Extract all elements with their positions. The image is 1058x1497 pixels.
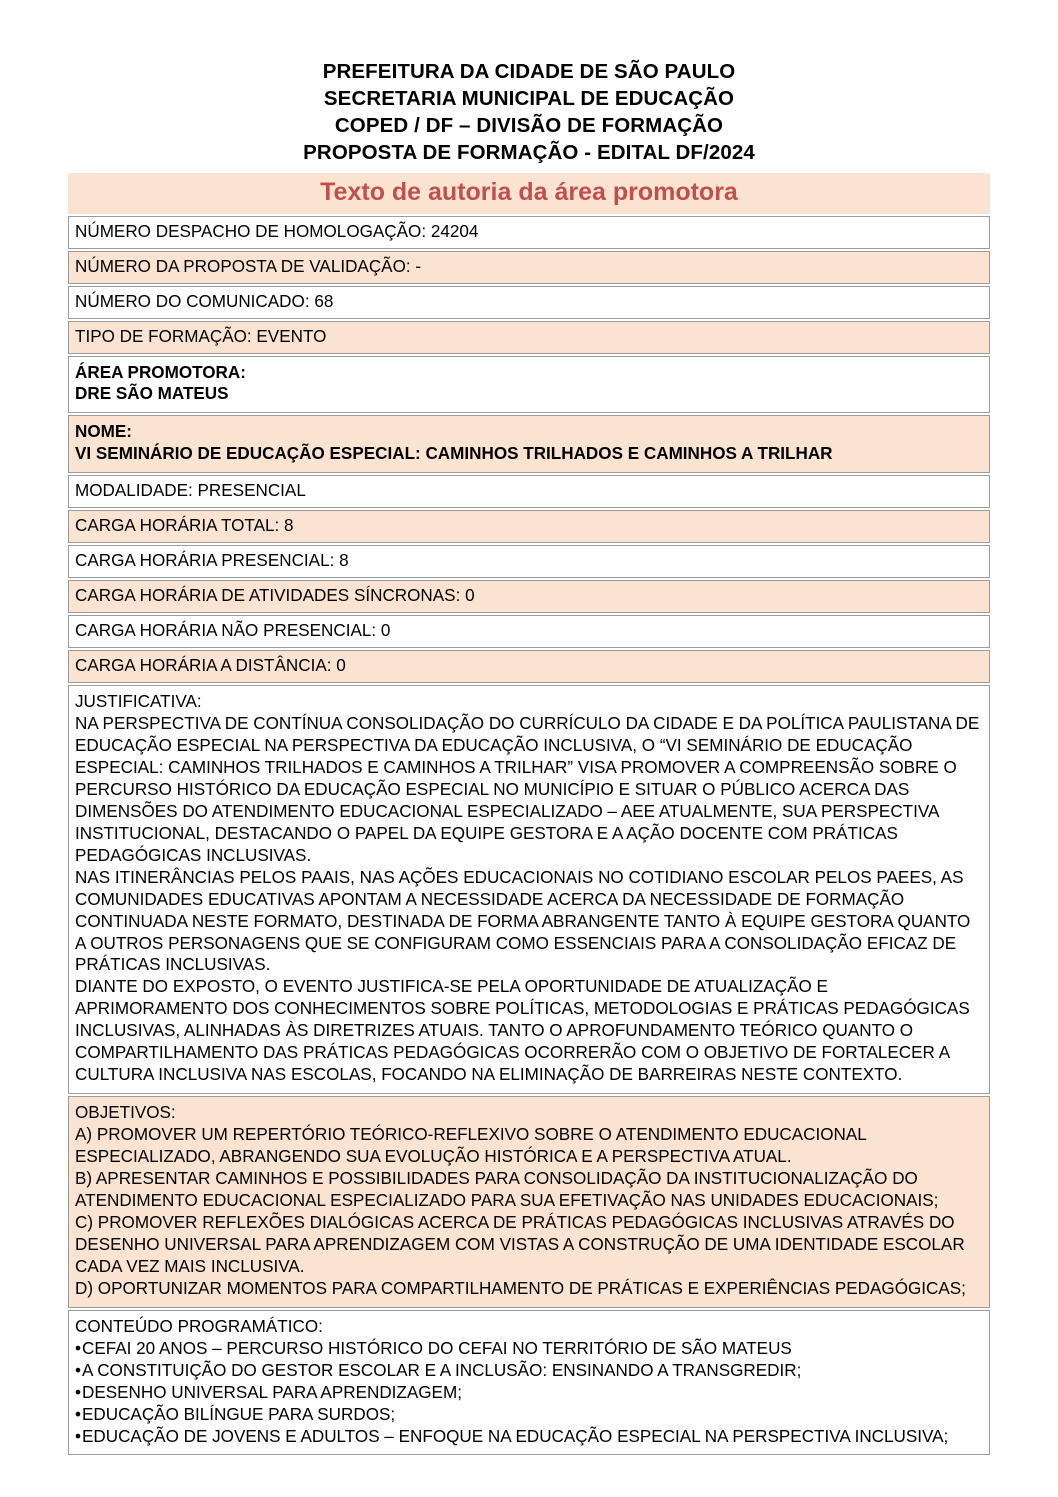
document-heading bbox=[0, 0, 1058, 166]
conteudo-programatico-item: • DESENHO UNIVERSAL PARA APRENDIZAGEM; bbox=[75, 1382, 983, 1404]
proposal-form-table bbox=[68, 214, 990, 1458]
conteudo-programatico-item: • EDUCAÇÃO DE JOVENS E ADULTOS – ENFOQUE NA EDUCAÇÃO ESPECIAL NA PERSPECTIVA INCLUSIVA; bbox=[75, 1426, 983, 1448]
form-cell-conteudo-programatico bbox=[68, 1310, 990, 1456]
form-row-carga-horaria-a-distancia bbox=[68, 650, 990, 683]
form-row-nome bbox=[68, 415, 990, 473]
heading-line-4: PROPOSTA DE FORMAÇÃO - EDITAL DF/2024 bbox=[303, 141, 755, 165]
form-row-numero-despacho-homologacao bbox=[68, 216, 990, 249]
form-text-line: D) OPORTUNIZAR MOMENTOS PARA COMPARTILHAMENTO DE PRÁTICAS E EXPERIÊNCIAS PEDAGÓGICAS; bbox=[75, 1278, 966, 1298]
heading-line-2: SECRETARIA MUNICIPAL DE EDUCAÇÃO bbox=[323, 87, 735, 111]
heading-line-1: PREFEITURA DA CIDADE DE SÃO PAULO bbox=[322, 60, 736, 83]
conteudo-programatico-item: • EDUCAÇÃO BILÍNGUE PARA SURDOS; bbox=[75, 1404, 983, 1426]
form-text-line: NA PERSPECTIVA DE CONTÍNUA CONSOLIDAÇÃO DO CURRÍCULO DA CIDADE E DA POLÍTICA PAULISTANA DE EDUCAÇÃO ESPECIAL NA PERSPECTIVA DA EDUCAÇÃO INCLUSIVA, O “VI SEMINÁRIO DE EDUCAÇÃO ESPECIAL: CAMINHOS TRILHADOS E CAMINHOS A TRILHAR” VISA PROMOVER A COMPREENSÃO SOBRE O PERCURSO HISTÓRICO DA EDUCAÇÃO ESPECIAL NO MUNICÍPIO E SITUAR O PÚBLICO ACERCA DAS DIMENSÕES DO ATENDIMENTO EDUCACIONAL ESPECIALIZADO – AEE ATUALMENTE, SUA PERSPECTIVA INSTITUCIONAL, DESTACANDO O PAPEL DA EQUIPE GESTORA E A AÇÃO DOCENTE COM PRÁTICAS PEDAGÓGICAS INCLUSIVAS. bbox=[75, 713, 980, 865]
form-cell-tipo-de-formacao bbox=[68, 321, 990, 354]
form-row-tipo-de-formacao bbox=[68, 321, 990, 354]
form-text-line: NÚMERO DESPACHO DE HOMOLOGAÇÃO: 24204 bbox=[75, 221, 479, 241]
form-row-objetivos bbox=[68, 1096, 990, 1308]
form-text-line: OBJETIVOS: bbox=[75, 1103, 176, 1123]
form-cell-modalidade bbox=[68, 475, 990, 508]
form-text-line: CARGA HORÁRIA NÃO PRESENCIAL: 0 bbox=[75, 621, 391, 641]
form-row-carga-horaria-total bbox=[68, 510, 990, 543]
form-cell-numero-comunicado bbox=[68, 286, 990, 319]
form-text-line: C) PROMOVER REFLEXÕES DIALÓGICAS ACERCA DE PRÁTICAS PEDAGÓGICAS INCLUSIVAS ATRAVÉS DO DESENHO UNIVERSAL PARA APRENDIZAGEM COM VISTAS A CONSTRUÇÃO DE UMA IDENTIDADE ESCOLAR CADA VEZ MAIS INCLUSIVA. bbox=[75, 1212, 965, 1276]
form-text-line: NÚMERO DA PROPOSTA DE VALIDAÇÃO: - bbox=[75, 256, 422, 276]
form-cell-carga-horaria-total bbox=[68, 510, 990, 543]
form-row-carga-horaria-nao-presencial bbox=[68, 615, 990, 648]
form-text-line: CARGA HORÁRIA PRESENCIAL: 8 bbox=[75, 551, 349, 571]
form-text-line: ÁREA PROMOTORA: bbox=[75, 362, 246, 382]
form-text-line: MODALIDADE: PRESENCIAL bbox=[75, 481, 306, 501]
form-text-line: TIPO DE FORMAÇÃO: EVENTO bbox=[75, 326, 327, 346]
form-table-body bbox=[68, 216, 990, 1456]
form-row-area-promotora bbox=[68, 356, 990, 414]
banner-title: Texto de autoria da área promotora bbox=[320, 178, 738, 207]
form-cell-justificativa bbox=[68, 685, 990, 1094]
form-cell-numero-proposta-validacao bbox=[68, 251, 990, 284]
form-text-line: B) APRESENTAR CAMINHOS E POSSIBILIDADES PARA CONSOLIDAÇÃO DA INSTITUCIONALIZAÇÃO DO ATENDIMENTO EDUCACIONAL ESPECIALIZADO PARA SUA EFETIVAÇÃO NAS UNIDADES EDUCACIONAIS; bbox=[75, 1169, 939, 1210]
form-cell-numero-despacho-homologacao bbox=[68, 216, 990, 249]
form-text-line: CARGA HORÁRIA A DISTÂNCIA: 0 bbox=[75, 656, 346, 676]
form-text-line: CARGA HORÁRIA DE ATIVIDADES SÍNCRONAS: 0 bbox=[75, 586, 475, 606]
form-text-line: VI SEMINÁRIO DE EDUCAÇÃO ESPECIAL: CAMINHOS TRILHADOS E CAMINHOS A TRILHAR bbox=[75, 444, 833, 464]
form-text-line: DIANTE DO EXPOSTO, O EVENTO JUSTIFICA-SE PELA OPORTUNIDADE DE ATUALIZAÇÃO E APRIMORAMENTO DOS CONHECIMENTOS SOBRE POLÍTICAS, METODOLOGIAS E PRÁTICAS PEDAGÓGICAS INCLUSIVAS, ALINHADAS ÀS DIRETRIZES ATUAIS. TANTO O APROFUNDAMENTO TEÓRICO QUANTO O COMPARTILHAMENTO DAS PRÁTICAS PEDAGÓGICAS OCORRERÃO COM O OBJETIVO DE FORTALECER A CULTURA INCLUSIVA NAS ESCOLAS, FOCANDO NA ELIMINAÇÃO DE BARREIRAS NESTE CONTEXTO. bbox=[75, 977, 970, 1085]
conteudo-programatico-item: • CEFAI 20 ANOS – PERCURSO HISTÓRICO DO CEFAI NO TERRITÓRIO DE SÃO MATEUS bbox=[75, 1338, 983, 1360]
form-text-line: CARGA HORÁRIA TOTAL: 8 bbox=[75, 516, 294, 536]
form-text-line: NAS ITINERÂNCIAS PELOS PAAIS, NAS AÇÕES EDUCACIONAIS NO COTIDIANO ESCOLAR PELOS PAEES, AS COMUNIDADES EDUCATIVAS APONTAM A NECESSIDADE ACERCA DA NECESSIDADE DE FORMAÇÃO CONTINUADA NESTE FORMATO, DESTINADA DE FORMA ABRANGENTE TANTO À EQUIPE GESTORA QUANTO A OUTROS PERSONAGENS QUE SE CONFIGURAM COMO ESSENCIAIS PARA A CONSOLIDAÇÃO EFICAZ DE PRÁTICAS INCLUSIVAS. bbox=[75, 867, 971, 975]
conteudo-programatico-title: CONTEÚDO PROGRAMÁTICO: bbox=[75, 1316, 323, 1336]
section-banner bbox=[68, 173, 990, 214]
form-text-line: DRE SÃO MATEUS bbox=[75, 384, 229, 404]
conteudo-programatico-item: • A CONSTITUIÇÃO DO GESTOR ESCOLAR E A INCLUSÃO: ENSINANDO A TRANSGREDIR; bbox=[75, 1360, 983, 1382]
form-row-conteudo-programatico bbox=[68, 1310, 990, 1456]
form-row-numero-proposta-validacao bbox=[68, 251, 990, 284]
form-row-numero-comunicado bbox=[68, 286, 990, 319]
form-row-justificativa bbox=[68, 685, 990, 1094]
form-text-line: A) PROMOVER UM REPERTÓRIO TEÓRICO-REFLEXIVO SOBRE O ATENDIMENTO EDUCACIONAL ESPECIALIZADO, ABRANGENDO SUA EVOLUÇÃO HISTÓRICA E A PERSPECTIVA ATUAL. bbox=[75, 1125, 867, 1167]
form-row-modalidade bbox=[68, 475, 990, 508]
form-row-carga-horaria-atividades-sincronas bbox=[68, 580, 990, 613]
form-cell-area-promotora bbox=[68, 356, 990, 414]
form-row-carga-horaria-presencial bbox=[68, 545, 990, 578]
form-cell-nome bbox=[68, 415, 990, 473]
form-cell-objetivos bbox=[68, 1096, 990, 1308]
form-cell-carga-horaria-atividades-sincronas bbox=[68, 580, 990, 613]
form-cell-carga-horaria-a-distancia bbox=[68, 650, 990, 683]
form-cell-carga-horaria-nao-presencial bbox=[68, 615, 990, 648]
heading-line-3: COPED / DF – DIVISÃO DE FORMAÇÃO bbox=[334, 114, 724, 138]
form-cell-carga-horaria-presencial bbox=[68, 545, 990, 578]
form-text-line: NÚMERO DO COMUNICADO: 68 bbox=[75, 291, 334, 311]
form-text-line: NOME: bbox=[75, 422, 132, 442]
form-text-line: JUSTIFICATIVA: bbox=[75, 692, 202, 712]
